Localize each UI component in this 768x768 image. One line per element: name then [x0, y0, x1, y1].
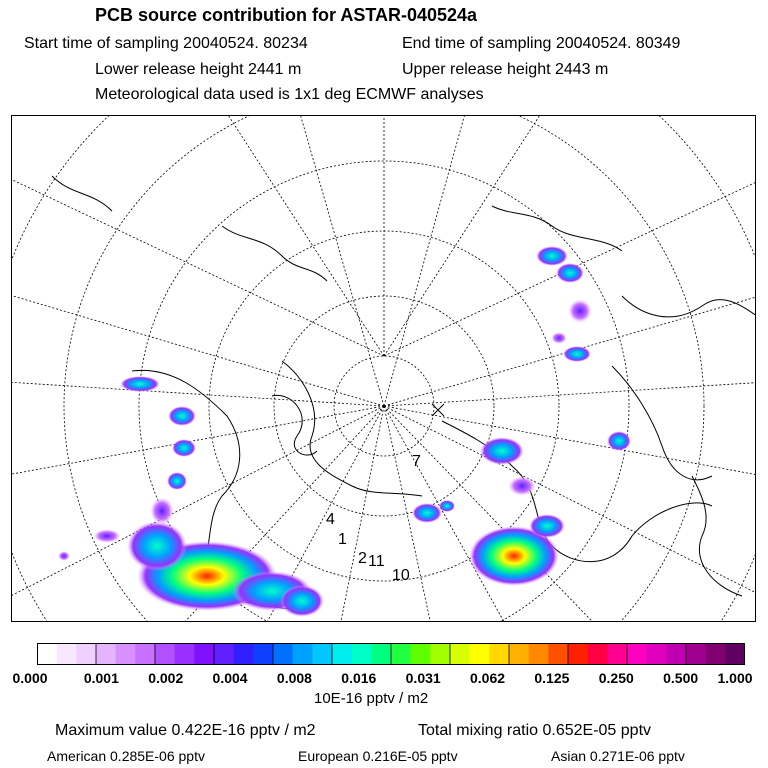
- colorbar-cell: [666, 643, 686, 665]
- max-value-label: Maximum value 0.422E-16 pptv / m2: [55, 722, 316, 739]
- colorbar-cell: [489, 643, 509, 665]
- upper-release-label: Upper release height 2443 m: [402, 61, 609, 78]
- time-label-10: 10: [392, 567, 410, 584]
- colorbar-tick-label: 0.016: [341, 670, 377, 686]
- start-time-label: Start time of sampling 20040524. 80234: [24, 35, 308, 52]
- colorbar-tick-label: 0.000: [12, 670, 48, 686]
- colorbar-tick-label: 0.001: [83, 670, 119, 686]
- colorbar-cell: [214, 643, 234, 665]
- trajectory-labels: [326, 453, 421, 584]
- colorbar-cell: [234, 643, 254, 665]
- colorbar-cell: [352, 643, 372, 665]
- colorbar-cell: [430, 643, 450, 665]
- colorbar-cell: [470, 643, 490, 665]
- asian-contribution: Asian 0.271E-06 pptv: [551, 748, 685, 764]
- end-time-label: End time of sampling 20040524. 80349: [402, 35, 681, 52]
- colorbar-cell: [96, 643, 116, 665]
- total-mixing-label: Total mixing ratio 0.652E-05 pptv: [418, 722, 652, 739]
- polar-map-canvas: [12, 116, 756, 622]
- colorbar-tick-label: 0.031: [405, 670, 441, 686]
- meridians: [12, 116, 756, 622]
- colorbar-cell: [116, 643, 136, 665]
- colorbar-tick-label: 1.000: [717, 670, 753, 686]
- colorbar-cells: [37, 643, 745, 665]
- colorbar-cell: [509, 643, 529, 665]
- colorbar-tick-label: 0.250: [598, 670, 634, 686]
- colorbar: [37, 643, 745, 665]
- colorbar-cell: [312, 643, 332, 665]
- lower-release-label: Lower release height 2441 m: [95, 61, 302, 78]
- colorbar-cell: [293, 643, 313, 665]
- colorbar-unit: 10E-16 pptv / m2: [314, 690, 429, 707]
- colorbar-cell: [529, 643, 549, 665]
- colorbar-cell: [155, 643, 175, 665]
- time-label-7: 7: [412, 453, 421, 470]
- colorbar-cell: [37, 643, 57, 665]
- colorbar-cell: [194, 643, 214, 665]
- colorbar-tick-label: 0.062: [470, 670, 506, 686]
- time-label-1: 1: [338, 531, 347, 548]
- met-data-label: Meteorological data used is 1x1 deg ECMWF analyses: [95, 86, 484, 103]
- colorbar-cell: [588, 643, 608, 665]
- colorbar-cell: [548, 643, 568, 665]
- colorbar-cell: [391, 643, 411, 665]
- colorbar-cell: [725, 643, 745, 665]
- colorbar-tick-label: 0.125: [534, 670, 570, 686]
- european-contribution: European 0.216E-05 pptv: [298, 748, 458, 764]
- colorbar-cell: [273, 643, 293, 665]
- colorbar-cell: [607, 643, 627, 665]
- colorbar-tick-label: 0.500: [663, 670, 699, 686]
- concentration-field: [58, 246, 631, 617]
- colorbar-tick-label: 0.008: [276, 670, 312, 686]
- colorbar-cell: [332, 643, 352, 665]
- colorbar-cell: [568, 643, 588, 665]
- colorbar-cell: [57, 643, 77, 665]
- colorbar-tick-label: 0.002: [148, 670, 184, 686]
- polar-map: [11, 115, 756, 622]
- colorbar-cell: [686, 643, 706, 665]
- time-label-11: 11: [368, 553, 385, 570]
- colorbar-cell: [706, 643, 726, 665]
- time-label-4: 4: [326, 511, 335, 528]
- colorbar-cell: [450, 643, 470, 665]
- colorbar-cell: [371, 643, 391, 665]
- colorbar-cell: [253, 643, 273, 665]
- colorbar-cell: [135, 643, 155, 665]
- colorbar-cell: [411, 643, 431, 665]
- colorbar-tick-label: 0.004: [212, 670, 248, 686]
- american-contribution: American 0.285E-06 pptv: [47, 748, 205, 764]
- colorbar-cell: [647, 643, 667, 665]
- colorbar-cell: [175, 643, 195, 665]
- colorbar-cell: [76, 643, 96, 665]
- time-label-2: 2: [358, 550, 367, 567]
- map-title: PCB source contribution for ASTAR-040524a: [95, 5, 478, 25]
- colorbar-cell: [627, 643, 647, 665]
